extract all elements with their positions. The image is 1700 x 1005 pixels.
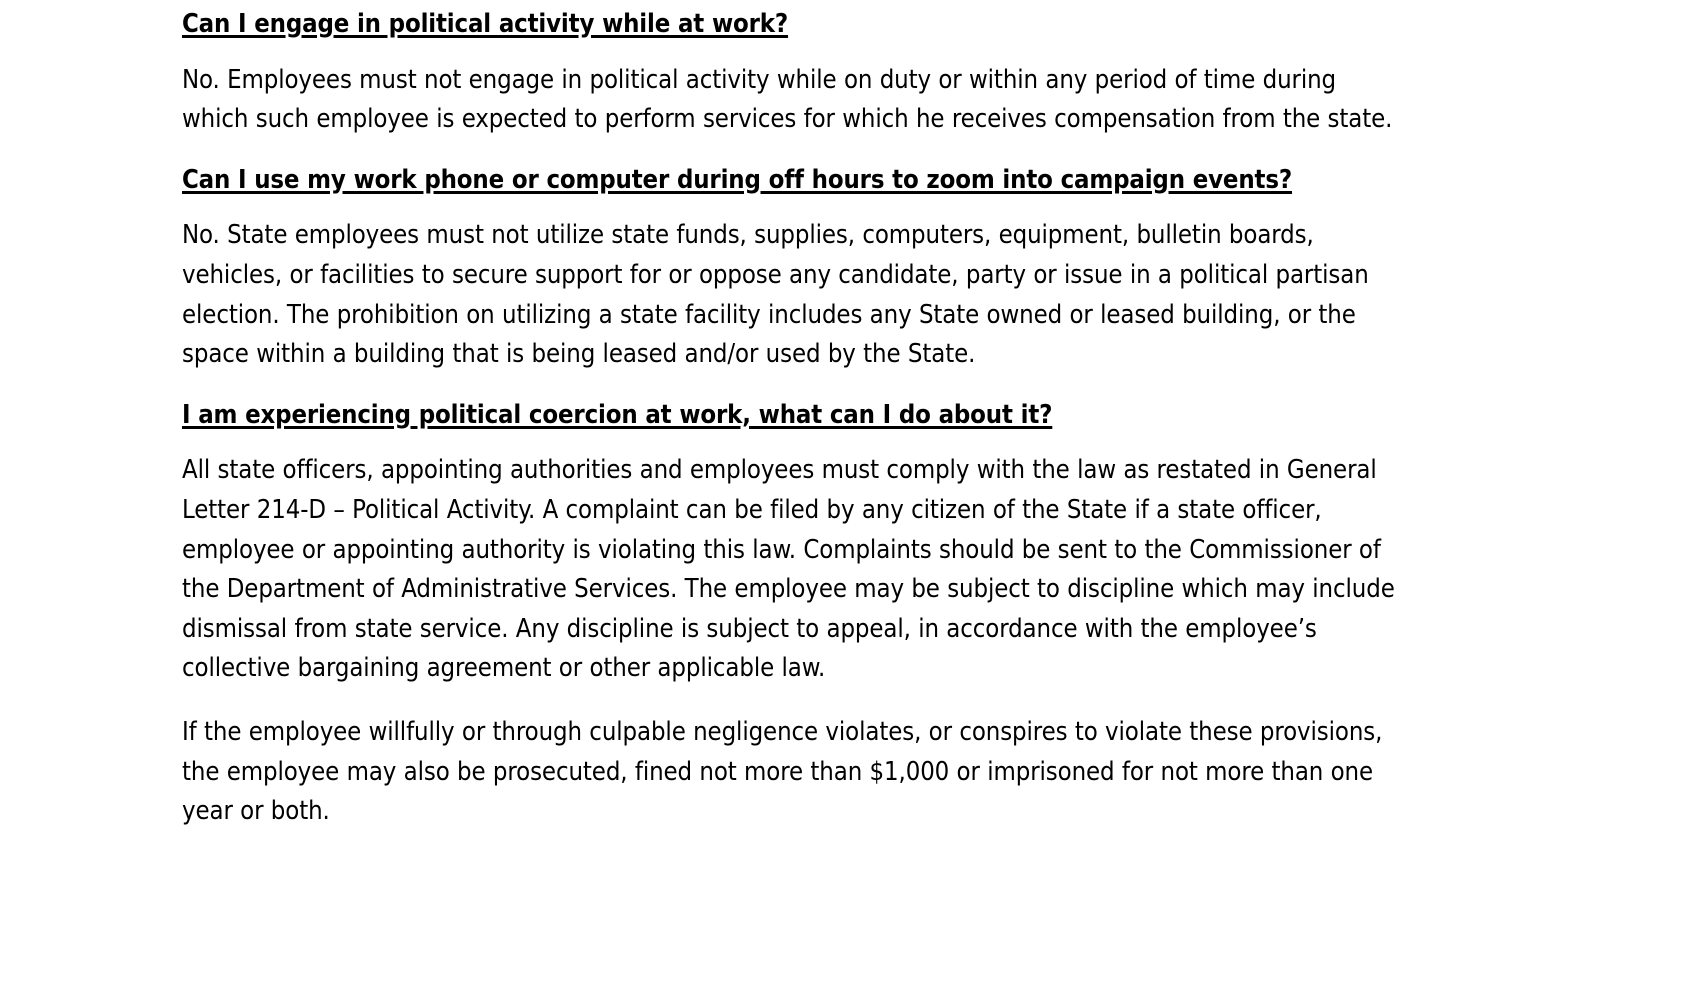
faq-question-heading-text: I am experiencing political coercion at work, what can I do about it? [182,399,1053,430]
faq-answer-paragraph: No. Employees must not engage in political activity while on duty or within any period of time during which such employee is expected to perform services for which he receives compensation from the state. [182,64,1393,135]
faq-question-heading-text: Can I engage in political activity while at work? [182,9,789,39]
document-content [182,8,1402,854]
faq-section-work-phone-off-hours [182,164,1402,375]
faq-question-heading [182,8,1402,41]
faq-question-heading [182,399,1402,432]
faq-section-political-activity-at-work [182,8,1402,140]
faq-question-heading-text: Can I use my work phone or computer during off hours to zoom into campaign events? [182,164,1293,195]
faq-question-heading [182,164,1402,197]
faq-answer-paragraph: No. State employees must not utilize state funds, supplies, computers, equipment, bulletin boards, vehicles, or facilities to secure support for or oppose any candidate, party or issue in a political partisan election. The prohibition on utilizing a state facility includes any State owned or leased building, or the space within a building that is being leased and/or used by the State. [182,220,1369,370]
faq-section-political-coercion [182,399,1402,832]
faq-answer-paragraph: All state officers, appointing authorities and employees must comply with the law as restated in General Letter 214-D – Political Activity. A complaint can be filed by any citizen of the State if a state officer, employee or appointing authority is violating this law. Complaints should be sent to the Commissioner of the Department of Administrative Services. The employee may be subject to discipline which may include dismissal from state service. Any discipline is subject to appeal, in accordance with the employee’s collective bargaining agreement or other applicable law. [182,455,1395,684]
faq-answer-paragraph: If the employee willfully or through culpable negligence violates, or conspires to violate these provisions, the employee may also be prosecuted, fined not more than $1,000 or imprisoned for not more than one year or both. [182,717,1383,827]
